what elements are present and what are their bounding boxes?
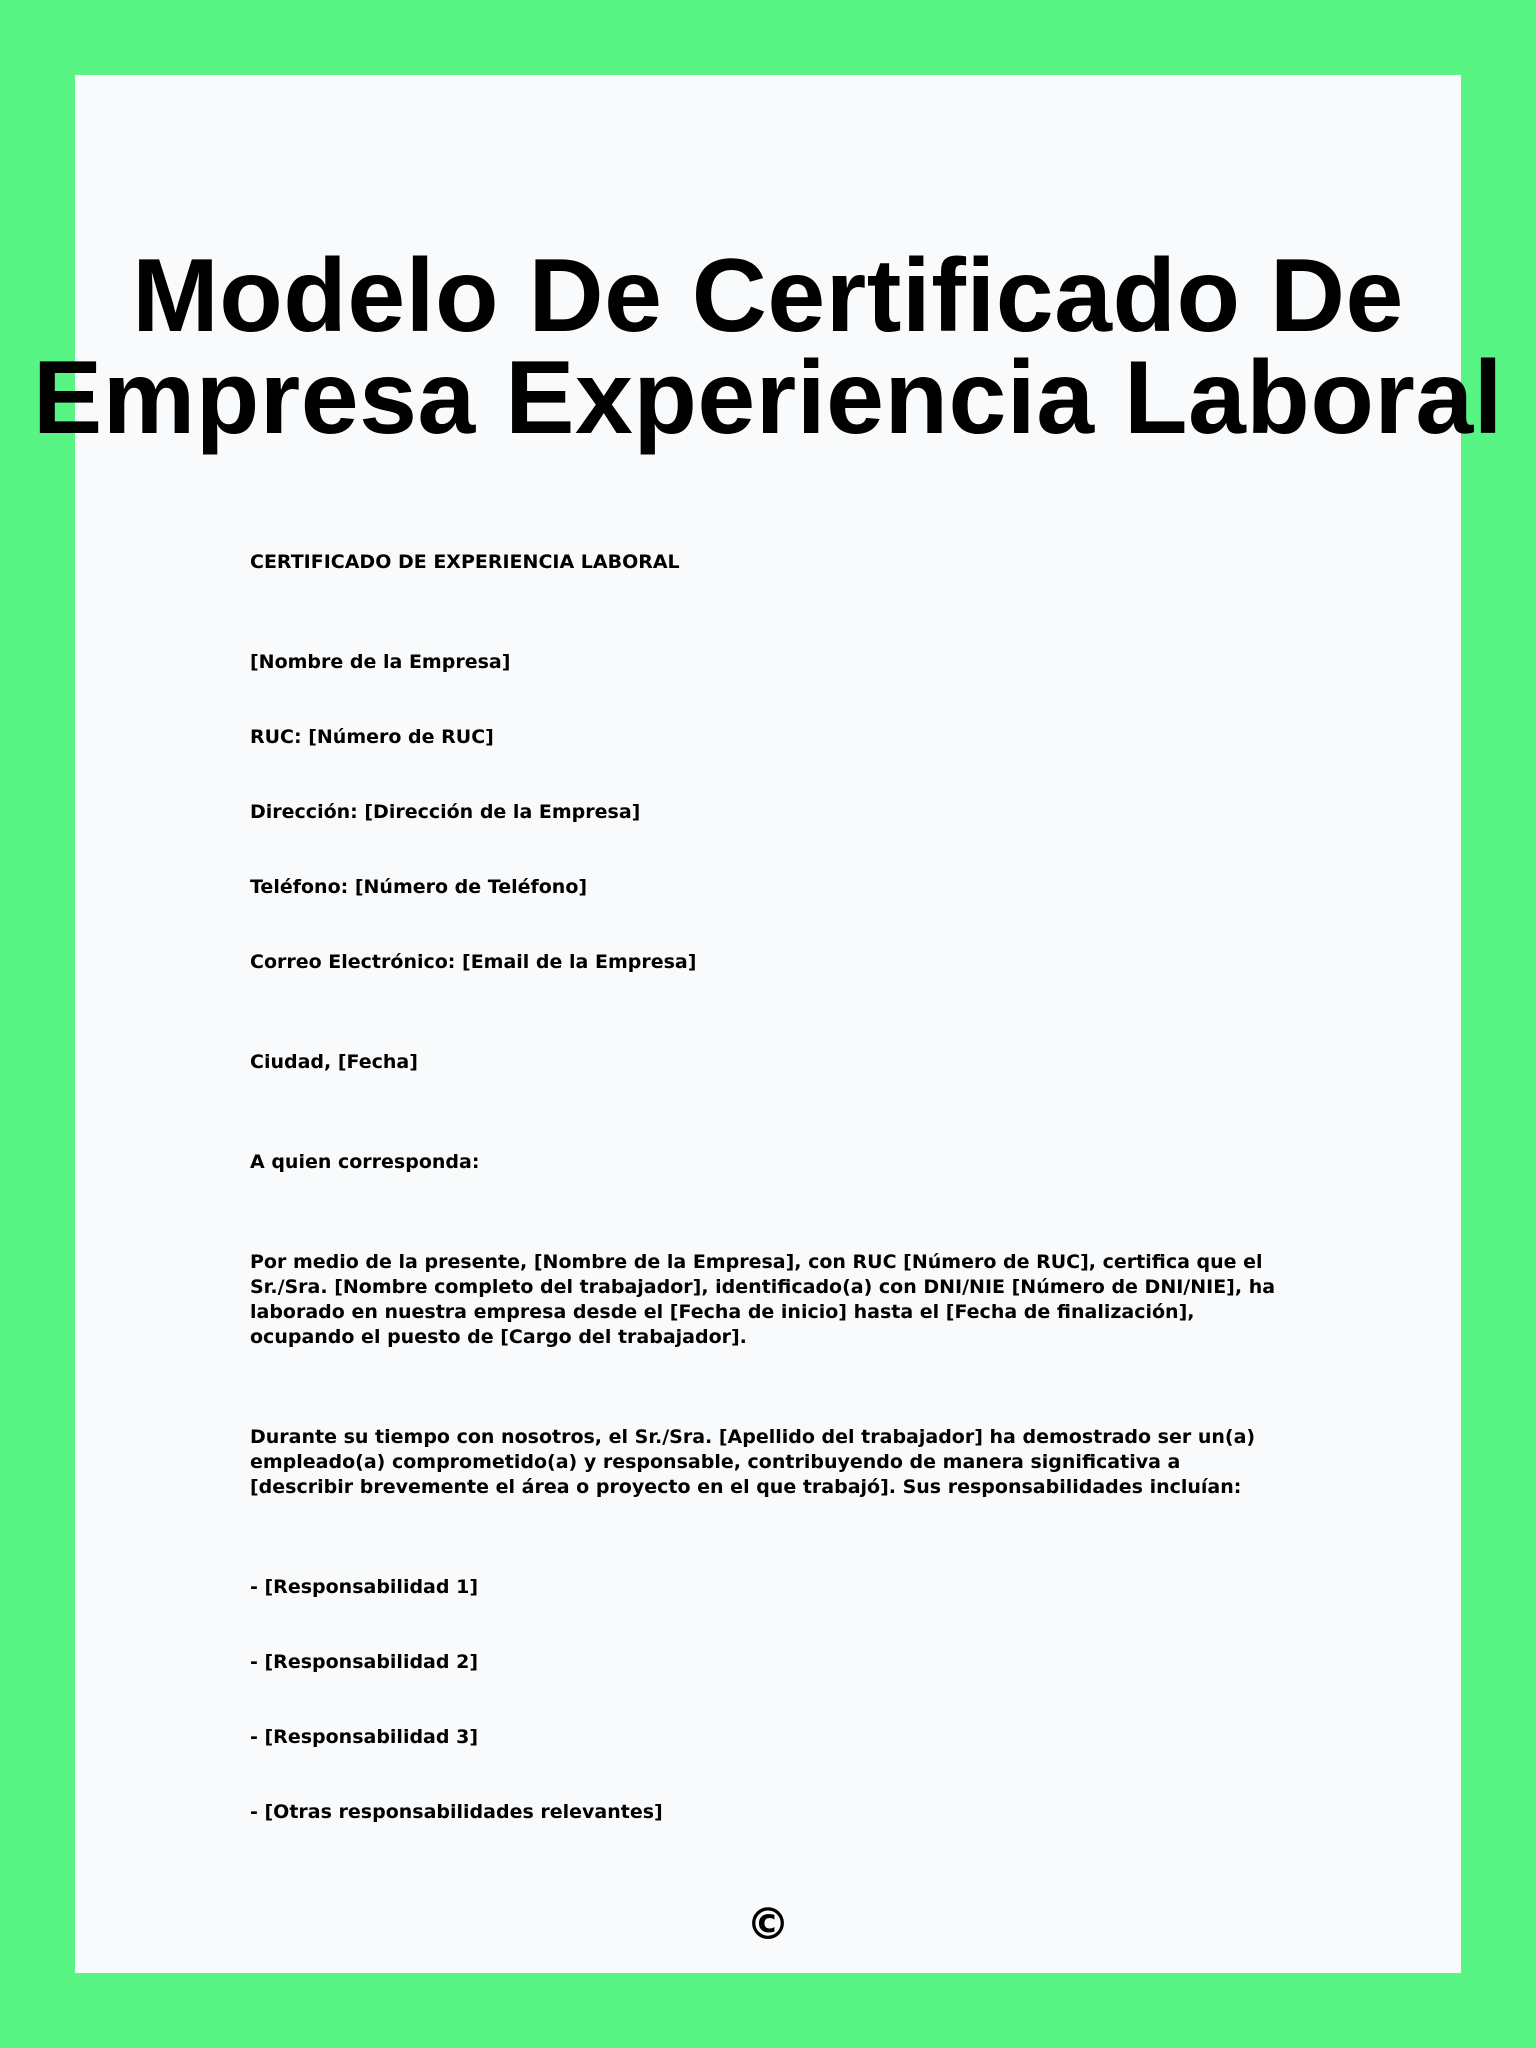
certificate-paragraph-2: Durante su tiempo con nosotros, el Sr./Sra. [Apellido del trabajador] ha demostrado ser un(a) empleado(a) comprometido(a) y responsable, contribuyendo de manera significativa a [describir brevemente el área o proyecto en el que trabajó]. Sus responsabilidades incluían: (250, 1426, 1256, 1498)
responsibility-item: - [Responsabilidad 1] (250, 1576, 478, 1598)
company-address: Dirección: [Dirección de la Empresa] (250, 801, 641, 823)
responsibility-item: - [Responsabilidad 3] (250, 1726, 478, 1748)
copyright-icon: © (746, 1899, 790, 1950)
company-email: Correo Electrónico: [Email de la Empresa] (250, 951, 697, 973)
city-date: Ciudad, [Fecha] (250, 1051, 418, 1073)
certificate-paragraph-1: Por medio de la presente, [Nombre de la Empresa], con RUC [Número de RUC], certifica que el Sr./Sra. [Nombre completo del trabajador], identificado(a) con DNI/NIE [Número de DNI/NIE], ha laborado en nuestra empresa desde el [Fecha de inicio] hasta el [Fecha de finalización], ocupando el puesto de [Cargo del trabajador]. (250, 1251, 1276, 1348)
title-line-1: Modelo De Certificado De (132, 238, 1404, 354)
company-ruc: RUC: [Número de RUC] (250, 726, 494, 748)
title-line-2: Empresa Experiencia Laboral (32, 340, 1504, 456)
responsibility-item: - [Otras responsabilidades relevantes] (250, 1801, 663, 1823)
company-name: [Nombre de la Empresa] (250, 651, 511, 673)
responsibility-item: - [Responsabilidad 2] (250, 1651, 478, 1673)
certificate-heading: CERTIFICADO DE EXPERIENCIA LABORAL (250, 551, 680, 573)
company-phone: Teléfono: [Número de Teléfono] (250, 876, 588, 898)
page-title (0, 238, 1536, 456)
salutation: A quien corresponda: (250, 1151, 480, 1173)
